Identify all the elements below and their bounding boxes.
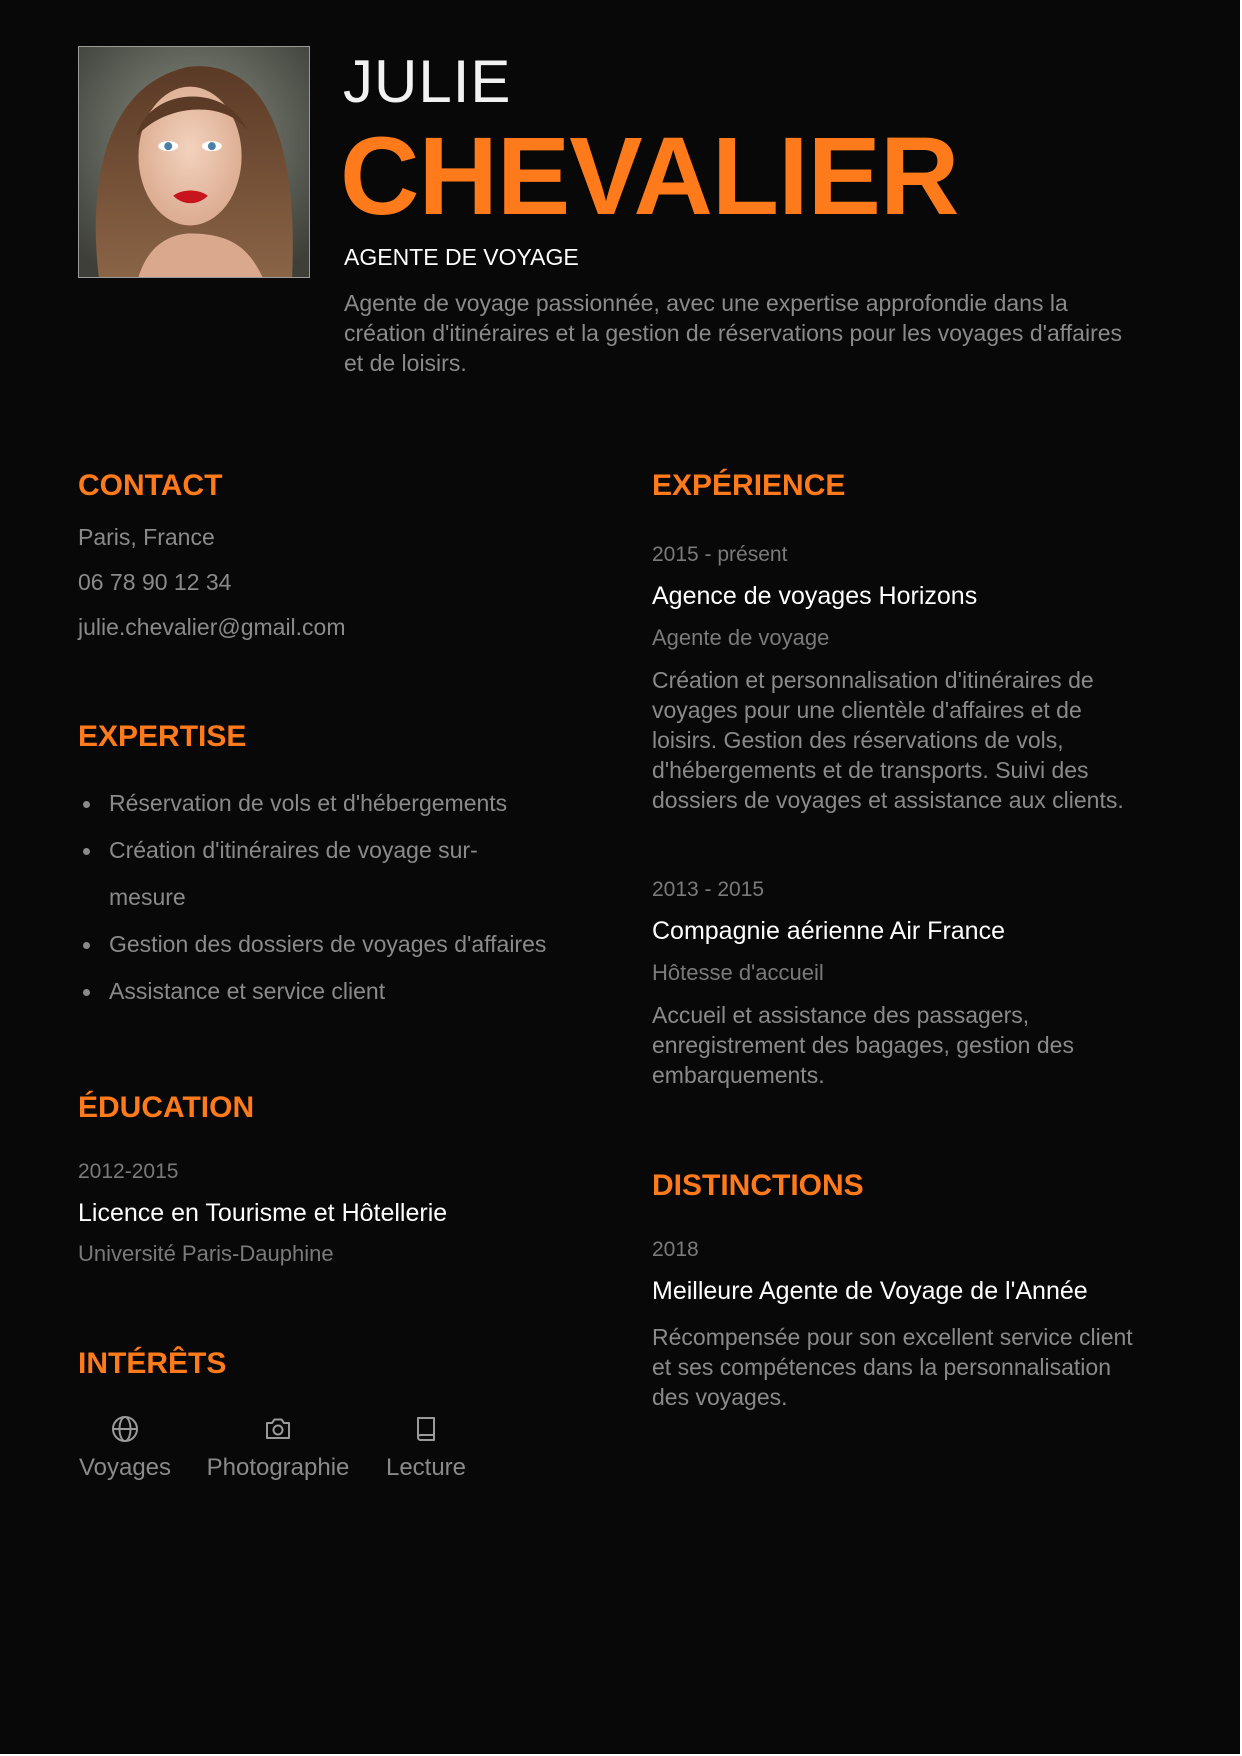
interests-heading: INTÉRÊTS: [78, 1347, 227, 1380]
contact-phone[interactable]: 06 78 90 12 34: [78, 569, 232, 595]
education-degree: Licence en Tourisme et Hôtellerie: [78, 1199, 448, 1227]
job-company: Compagnie aérienne Air France: [652, 917, 1005, 945]
education-heading: ÉDUCATION: [78, 1091, 255, 1124]
globe-icon: [110, 1414, 140, 1444]
interest-item-lecture: [384, 1414, 468, 1480]
list-item: Gestion des dossiers de voyages d'affaires: [78, 921, 598, 968]
distinction-award: Meilleure Agente de Voyage de l'Année: [652, 1277, 1088, 1305]
expertise-heading: EXPERTISE: [78, 720, 247, 753]
job-description: Création et personnalisation d'itinéraires de voyages pour une clientèle d'affaires et de loisirs. Gestion des réservations de vols, d'hébergements et de transports. Suivi des dossiers de voyages et assistance aux clients.: [652, 667, 1124, 813]
contact-heading: CONTACT: [78, 469, 223, 502]
education-school: Université Paris-Dauphine: [78, 1241, 334, 1266]
job-role: Hôtesse d'accueil: [652, 960, 824, 985]
job-dates: 2015 - présent: [652, 543, 788, 566]
experience-heading: EXPÉRIENCE: [652, 469, 846, 502]
job-title: AGENTE DE VOYAGE: [344, 244, 579, 270]
list-item: Réservation de vols et d'hébergements: [78, 780, 598, 827]
first-name: JULIE: [343, 48, 512, 115]
distinctions-heading: DISTINCTIONS: [652, 1169, 864, 1202]
job-role: Agente de voyage: [652, 625, 830, 650]
job-company: Agence de voyages Horizons: [652, 582, 978, 610]
portrait-illustration: [79, 47, 309, 277]
last-name: CHEVALIER: [340, 115, 959, 238]
job-dates: 2013 - 2015: [652, 878, 765, 901]
education-date: 2012-2015: [78, 1160, 179, 1183]
interest-label: Photographie: [206, 1454, 350, 1481]
contact-email[interactable]: julie.chevalier@gmail.com: [78, 614, 346, 640]
profile-summary: Agente de voyage passionnée, avec une expertise approfondie dans la création d'itinéraires et la gestion de réservations pour les voyages d'affaires et de loisirs.: [344, 290, 1123, 376]
interest-label: Voyages: [78, 1454, 172, 1481]
expertise-list: [78, 780, 598, 1015]
interest-item-voyages: [78, 1414, 172, 1480]
distinction-year: 2018: [652, 1238, 699, 1261]
list-item: Assistance et service client: [78, 968, 598, 1015]
interest-label: Lecture: [385, 1454, 467, 1481]
interest-item-photographie: [203, 1414, 353, 1480]
list-item: Création d'itinéraires de voyage sur-mesure: [78, 827, 499, 921]
camera-icon: [263, 1414, 293, 1444]
profile-photo: [78, 46, 310, 278]
book-icon: [411, 1414, 441, 1444]
job-description: Accueil et assistance des passagers, enregistrement des bagages, gestion des embarquements.: [652, 1002, 1074, 1088]
contact-location: Paris, France: [78, 524, 215, 550]
distinction-description: Récompensée pour son excellent service client et ses compétences dans la personnalisation des voyages.: [652, 1324, 1133, 1410]
